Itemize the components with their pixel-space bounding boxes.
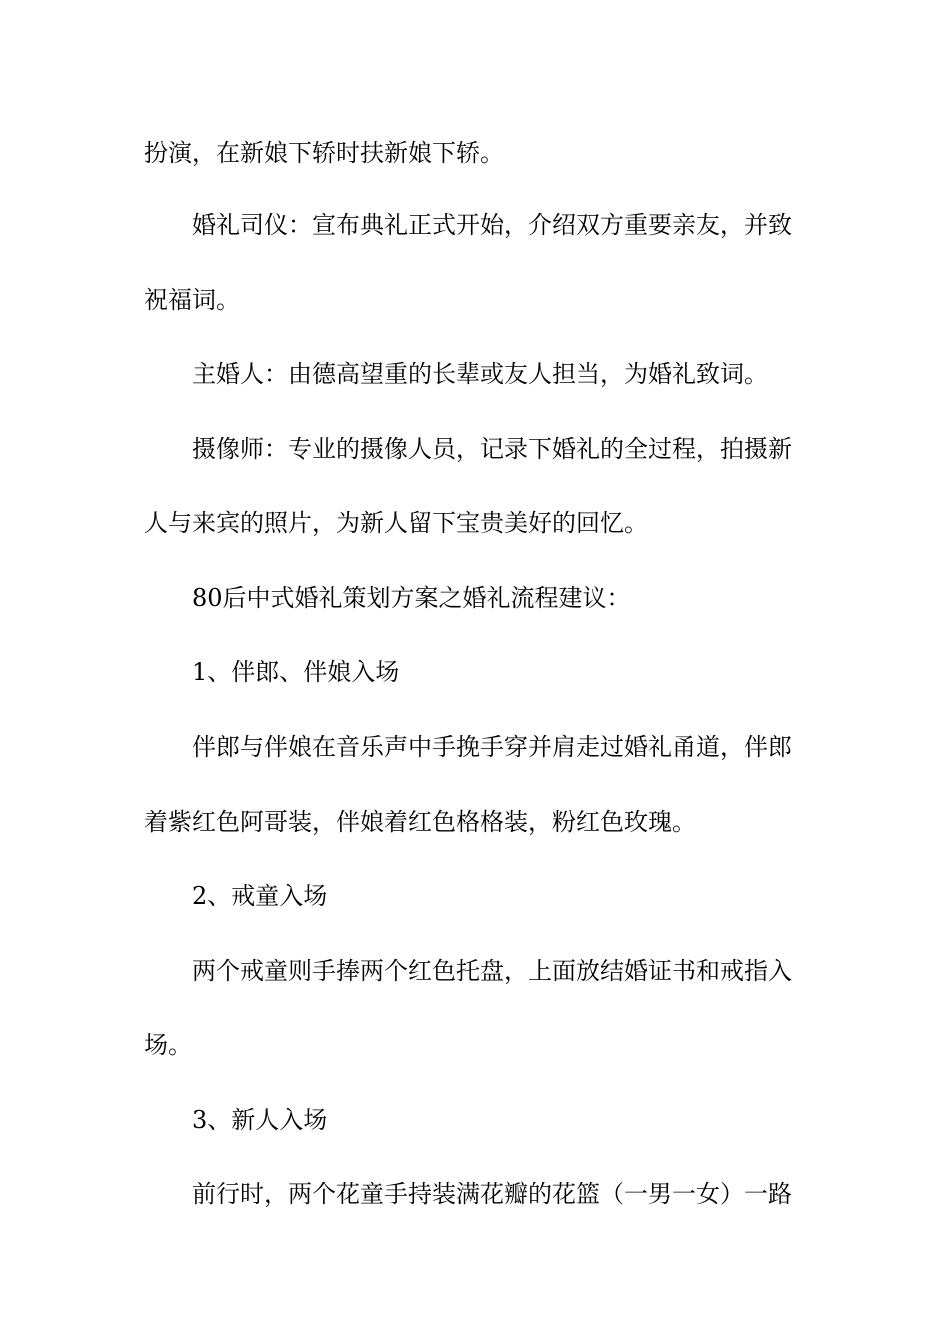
paragraph-line: 摄像师：专业的摄像人员，记录下婚礼的全过程，拍摄新: [192, 435, 792, 463]
list-item-heading: 1、伴郎、伴娘入场: [192, 658, 400, 686]
list-item-heading: 2、戒童入场: [192, 882, 328, 910]
paragraph-line: 伴郎与伴娘在音乐声中手挽手穿并肩走过婚礼甬道，伴郎: [192, 733, 792, 761]
list-item-heading: 3、新人入场: [192, 1106, 328, 1134]
paragraph-line: 着紫红色阿哥装，伴娘着红色格格装，粉红色玫瑰。: [144, 808, 696, 836]
paragraph-line: 人与来宾的照片，为新人留下宝贵美好的回忆。: [144, 509, 648, 537]
paragraph-line: 祝福词。: [144, 286, 240, 314]
paragraph-line: 场。: [144, 1031, 192, 1059]
section-heading: 80后中式婚礼策划方案之婚礼流程建议：: [192, 584, 631, 612]
paragraph-line: 两个戒童则手捧两个红色托盘，上面放结婚证书和戒指入: [192, 957, 792, 985]
paragraph-line: 婚礼司仪：宣布典礼正式开始，介绍双方重要亲友，并致: [192, 211, 792, 239]
paragraph-line: 扮演，在新娘下轿时扶新娘下轿。: [144, 139, 504, 167]
paragraph-line: 主婚人：由德高望重的长辈或友人担当，为婚礼致词。: [192, 360, 768, 388]
paragraph-line: 前行时，两个花童手持装满花瓣的花篮（一男一女）一路: [192, 1180, 792, 1208]
